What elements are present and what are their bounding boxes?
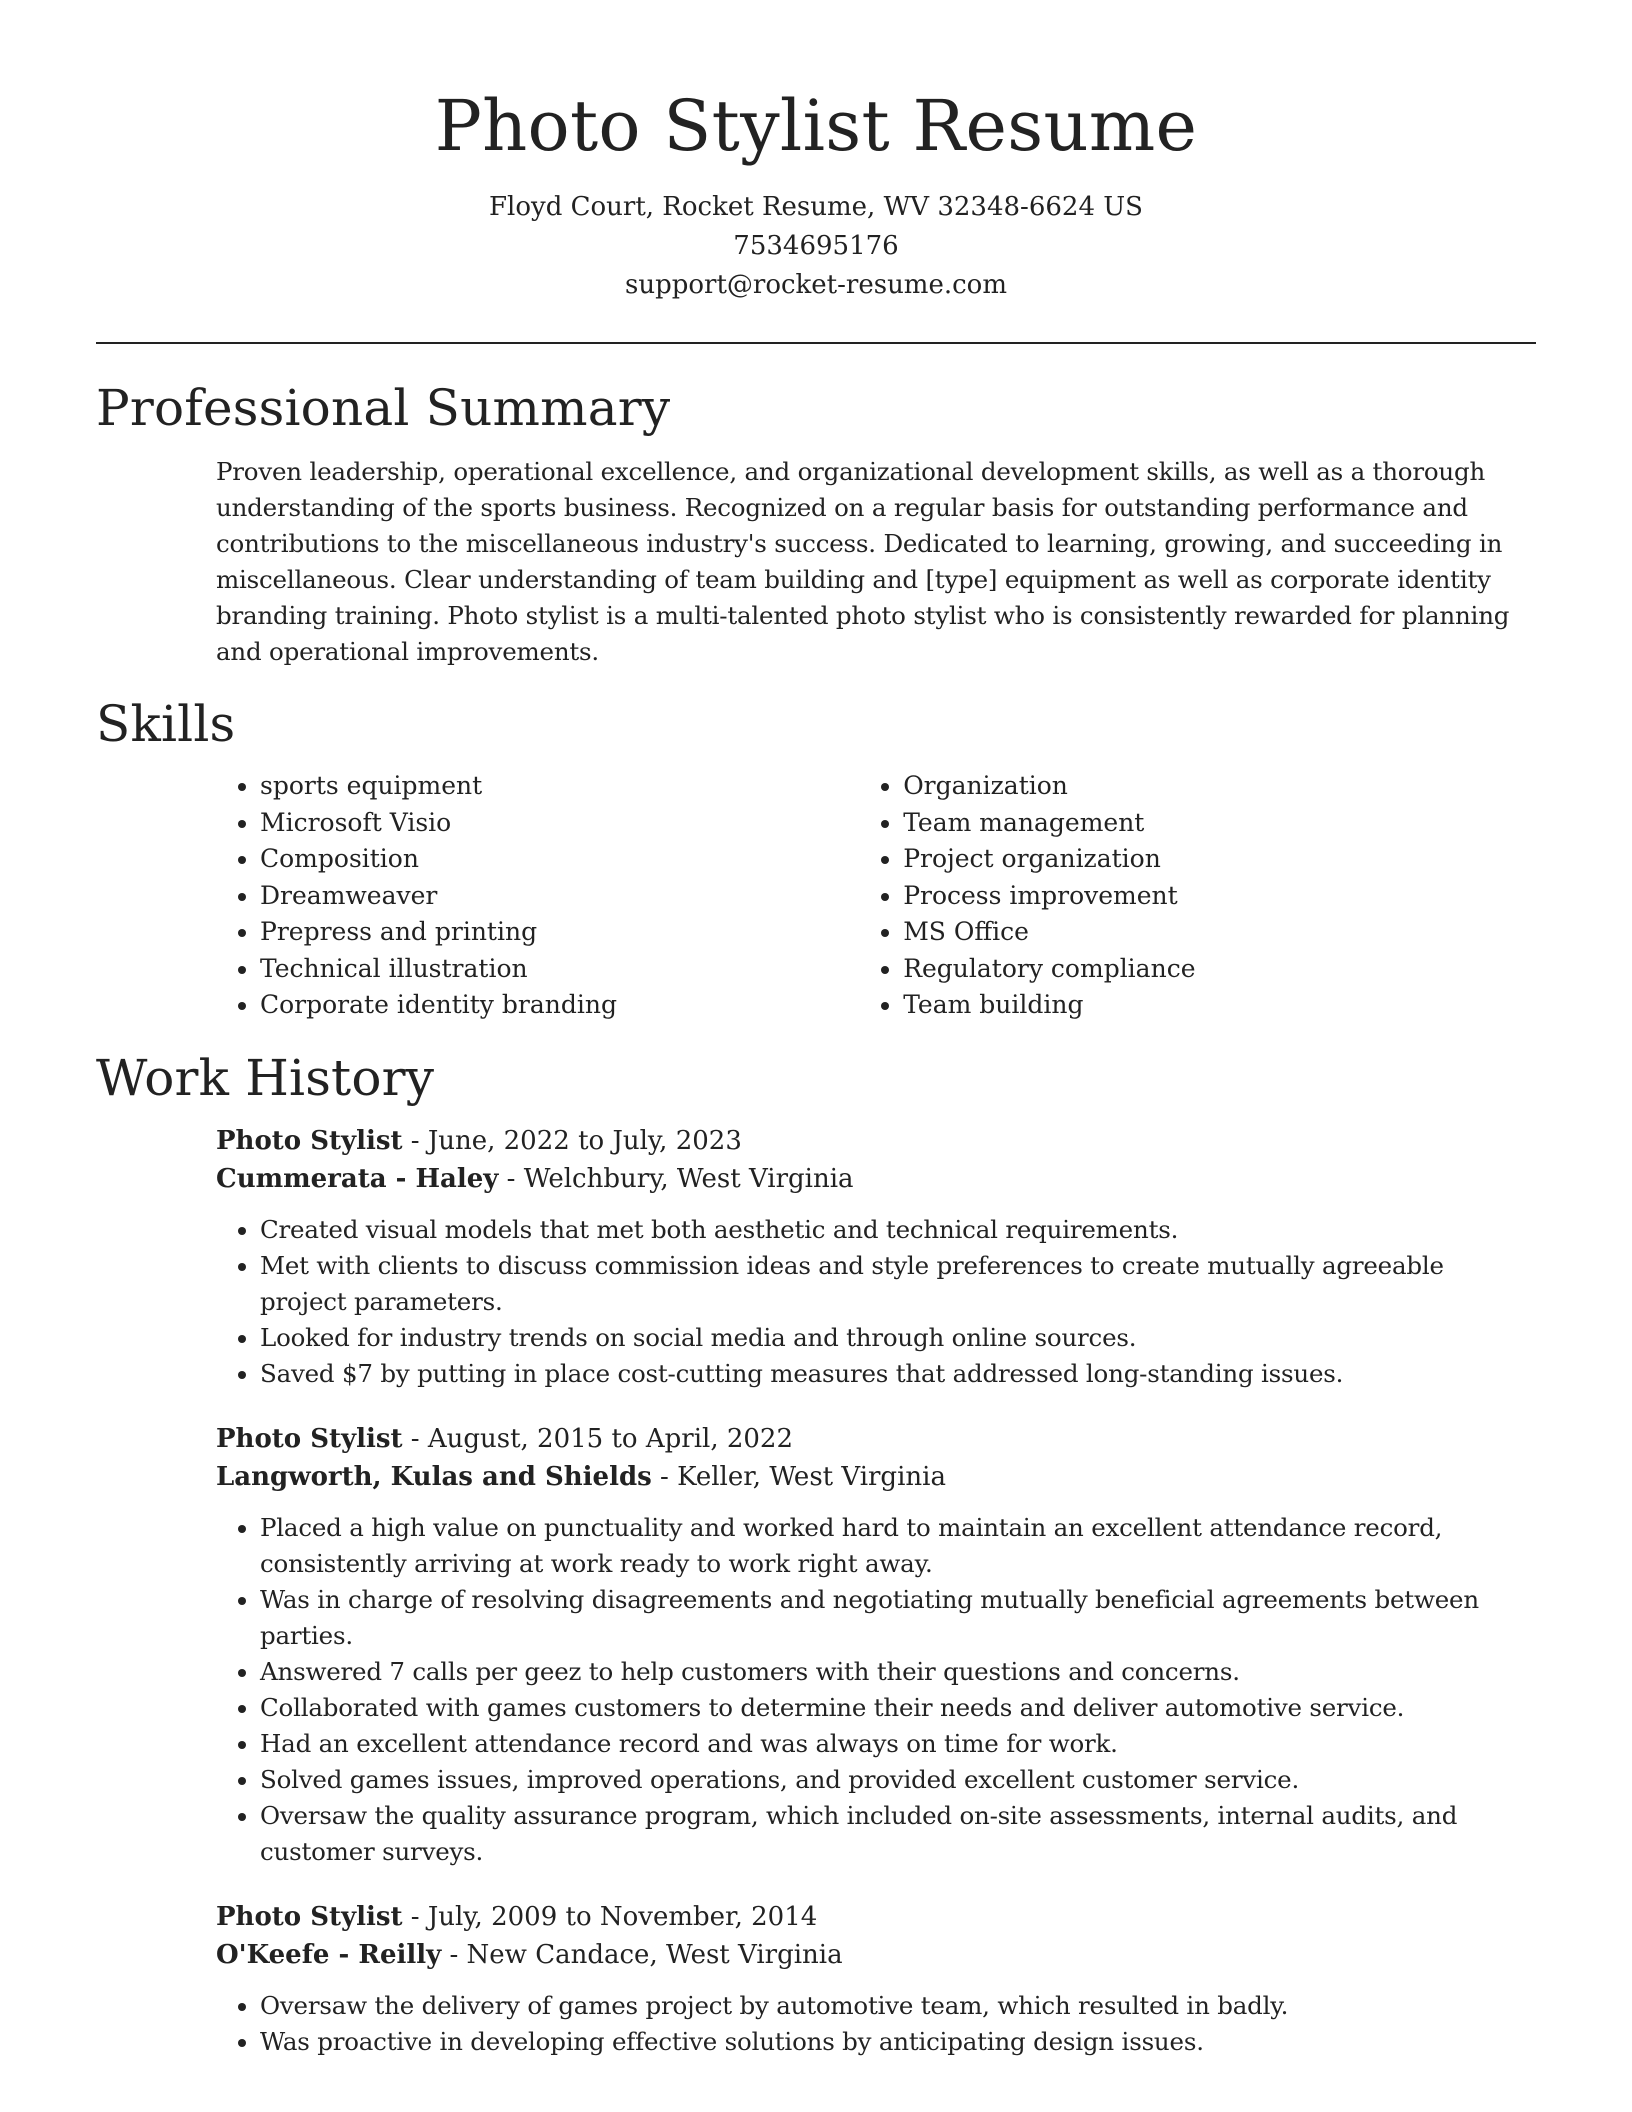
contact-info — [96, 188, 1536, 305]
email: support@rocket-resume.com — [624, 270, 1007, 300]
resume-header — [96, 0, 1536, 305]
job-title-line — [216, 1122, 1536, 1160]
skill-item: • Prepress and printing — [260, 914, 859, 951]
skill-item: • sports equipment — [260, 768, 859, 805]
header-divider — [96, 342, 1536, 344]
skills-list — [216, 768, 1536, 1024]
job-bullet: • Met with clients to discuss commission ideas and style preferences to create mutually agreeable project parameters. — [260, 1248, 1536, 1320]
job-bullets — [216, 1212, 1536, 1392]
phone: 7534695176 — [733, 231, 899, 261]
skill-item: • Microsoft Visio — [260, 805, 859, 842]
job-title-line — [216, 1898, 1536, 1936]
skill-item: • Corporate identity branding — [260, 987, 859, 1024]
address: Floyd Court, Rocket Resume, WV 32348-6624 US — [489, 192, 1143, 222]
job-role: Photo Stylist — [216, 1125, 403, 1156]
job-entry — [216, 1898, 1536, 2060]
job-company: O'Keefe - Reilly — [216, 1939, 442, 1970]
job-company-line — [216, 1458, 1536, 1496]
skill-item: • Regulatory compliance — [903, 951, 1536, 988]
summary-heading: Professional Summary — [96, 379, 671, 437]
skill-item: • Project organization — [903, 841, 1536, 878]
job-location: - New Candace, West Virginia — [441, 1939, 843, 1970]
work-history-heading: Work History — [96, 1048, 435, 1107]
job-dates: - August, 2015 to April, 2022 — [402, 1423, 794, 1454]
skills-column-left — [216, 768, 859, 1024]
job-company: Langworth, Kulas and Shields — [216, 1461, 652, 1492]
skill-item: • Organization — [903, 768, 1536, 805]
job-role: Photo Stylist — [216, 1901, 403, 1932]
job-bullet: • Placed a high value on punctuality and worked hard to maintain an excellent attendance record, consistently arriving at work ready to work right away. — [260, 1510, 1536, 1582]
job-dates: - June, 2022 to July, 2023 — [402, 1125, 742, 1156]
job-entry — [216, 1420, 1536, 1870]
skill-item: • Team building — [903, 987, 1536, 1024]
job-bullet: • Oversaw the quality assurance program, which included on-site assessments, internal audits, and customer surveys. — [260, 1798, 1536, 1870]
summary-text: Proven leadership, operational excellence, and organizational development skills, as well as a thorough understanding of the sports business. Recognized on a regular basis for outstanding performance and contributions to the miscellaneous industry's success. Dedicated to learning, growing, and succeeding in miscellaneous. Clear understanding of team building and [type] equipment as well as corporate identity branding training. Photo stylist is a multi-talented photo stylist who is consistently rewarded for planning and operational improvements. — [216, 457, 1510, 666]
skill-item: • Technical illustration — [260, 951, 859, 988]
skill-item: • MS Office — [903, 914, 1536, 951]
job-title-line — [216, 1420, 1536, 1458]
job-bullet: • Oversaw the delivery of games project by automotive team, which resulted in badly. — [260, 1988, 1536, 2024]
job-company: Cummerata - Haley — [216, 1163, 499, 1194]
job-bullets — [216, 1988, 1536, 2060]
job-company-line — [216, 1160, 1536, 1198]
job-bullet: • Created visual models that met both aesthetic and technical requirements. — [260, 1212, 1536, 1248]
resume-page — [96, 0, 1536, 2060]
job-bullet: • Saved $7 by putting in place cost-cutting measures that addressed long-standing issues. — [260, 1356, 1536, 1392]
job-bullets — [216, 1510, 1536, 1870]
resume-title: Photo Stylist Resume — [434, 85, 1198, 167]
job-entry — [216, 1122, 1536, 1392]
skills-column-right — [859, 768, 1536, 1024]
job-bullet: • Was in charge of resolving disagreements and negotiating mutually beneficial agreements between parties. — [260, 1582, 1536, 1654]
skill-item: • Team management — [903, 805, 1536, 842]
job-location: - Welchbury, West Virginia — [498, 1163, 854, 1194]
job-location: - Keller, West Virginia — [651, 1461, 946, 1492]
job-bullet: • Had an excellent attendance record and was always on time for work. — [260, 1726, 1536, 1762]
job-bullet: • Was proactive in developing effective solutions by anticipating design issues. — [260, 2024, 1536, 2060]
skill-item: • Dreamweaver — [260, 878, 859, 915]
job-role: Photo Stylist — [216, 1423, 403, 1454]
skill-item: • Composition — [260, 841, 859, 878]
job-dates: - July, 2009 to November, 2014 — [402, 1901, 818, 1932]
job-bullet: • Collaborated with games customers to determine their needs and deliver automotive service. — [260, 1690, 1536, 1726]
job-bullet: • Solved games issues, improved operations, and provided excellent customer service. — [260, 1762, 1536, 1798]
job-bullet: • Looked for industry trends on social media and through online sources. — [260, 1320, 1536, 1356]
skill-item: • Process improvement — [903, 878, 1536, 915]
job-company-line — [216, 1936, 1536, 1974]
job-bullet: • Answered 7 calls per geez to help customers with their questions and concerns. — [260, 1654, 1536, 1690]
skills-heading: Skills — [96, 695, 236, 753]
